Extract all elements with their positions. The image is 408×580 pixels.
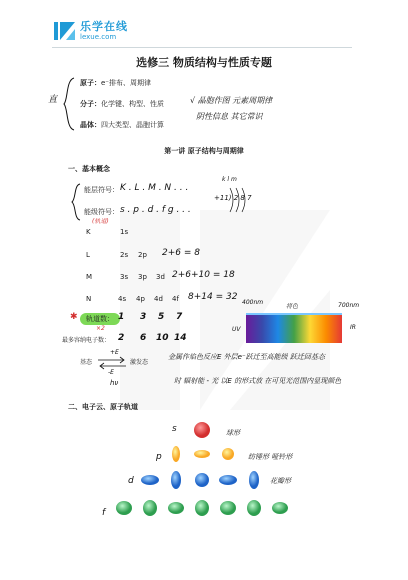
concept-bracket-icon: [70, 182, 82, 222]
note-d-petal: 花瓣形: [270, 477, 291, 485]
energy-layer-value: K . L . M . N . . .: [120, 183, 189, 193]
flame-test-note-line2: 时 辐射能 - 光 以E 的形式放 在可见光范围内显现颜色: [174, 377, 342, 385]
subshell-2s: 2s: [120, 251, 129, 259]
brand-domain: lexue.com: [80, 33, 117, 41]
max-electron-f: 14: [174, 333, 187, 343]
shell-l: L: [86, 251, 90, 259]
plus-e-label: +E: [110, 349, 119, 356]
lexue-logo-icon: [54, 20, 76, 42]
shell-arcs-icon: [214, 186, 250, 214]
header-divider: [52, 47, 352, 48]
outline-note-line1: √ 晶胞作图 元素周期律: [190, 96, 273, 105]
brand-name: 乐学在线: [80, 20, 128, 33]
subshell-3p: 3p: [138, 273, 147, 281]
spectrum-nm-right: 700nm: [338, 302, 360, 309]
transition-arrows-icon: [96, 356, 128, 370]
subshell-2p: 2p: [138, 251, 147, 259]
label-f: f: [102, 508, 106, 518]
max-electron-label: 最多容纳电子数：: [62, 337, 111, 344]
subshell-1s: 1s: [120, 228, 129, 236]
p-orbital-icons: [172, 446, 234, 462]
subshell-3d: 3d: [156, 273, 165, 281]
orbital-count-s: 1: [118, 312, 125, 322]
s-orbital-icon: [194, 422, 210, 438]
energy-layer-label: 能层符号：: [84, 186, 119, 194]
sum-m: 2+6+10 = 18: [172, 270, 235, 280]
subshell-3s: 3s: [120, 273, 129, 281]
spectrum-nm-left: 400nm: [242, 299, 264, 306]
max-electron-p: 6: [140, 333, 147, 343]
subshell-4p: 4p: [136, 295, 145, 303]
spectrum-top-label: 将色: [286, 303, 299, 310]
orbital-count-p: 3: [140, 312, 147, 322]
section2-heading: 二、电子云、原子轨道: [68, 403, 138, 411]
outline-note-line2: 阴性信息 其它常识: [196, 112, 263, 121]
spectrum-ir: IR: [350, 324, 356, 331]
minus-e-label: -E: [108, 369, 114, 376]
subshell-4f: 4f: [172, 295, 179, 303]
max-electron-d: 10: [156, 333, 169, 343]
d-orbital-icons: [141, 471, 259, 489]
note-p-dumbbell: 纺锤形 哑铃形: [248, 453, 293, 461]
brand-logo: [54, 20, 128, 42]
outline-item-molecule: 分子：化学键、构型、性质: [80, 100, 164, 108]
subshell-4d: 4d: [154, 295, 163, 303]
section1-heading: 一、基本概念: [68, 165, 110, 173]
sum-n: 8+14 = 32: [188, 292, 238, 302]
excited-state-label: 激发态: [130, 359, 149, 366]
outline-bracket-icon: [60, 76, 80, 132]
ground-state-label: 基态: [80, 359, 93, 366]
energy-level-value: s . p . d . f g . . .: [120, 205, 191, 215]
lecture-title: 第一讲 原子结构与周期律: [164, 147, 244, 155]
visible-spectrum-bar: [246, 315, 342, 343]
shell-m: M: [86, 273, 93, 281]
label-p: p: [156, 452, 162, 462]
photon-hv-label: hν: [110, 379, 119, 387]
label-d: d: [128, 476, 134, 486]
atomic-orbitals-diagram: [110, 418, 310, 528]
orbital-star-mark: ✱: [70, 312, 78, 322]
spectrum-uv: UV: [232, 326, 241, 333]
outline-item-atom: 原子：e⁻排布、周期律: [80, 79, 152, 87]
orbital-count-d: 5: [158, 312, 165, 322]
flame-test-note-line1: 金属作焰色反应E 外层e⁻跃迁至高能级 跃迁回基态: [168, 353, 325, 361]
label-s: s: [172, 424, 177, 434]
shell-k: K: [86, 228, 91, 236]
note-s-spherical: 球形: [226, 429, 240, 437]
outline-bracket-mark: 直: [48, 95, 58, 105]
shell-n: N: [86, 295, 92, 303]
page-title: 选修三 物质结构与性质专题: [136, 56, 272, 69]
outline-item-crystal: 晶体：四大类型、晶胞计算: [80, 121, 164, 129]
f-orbital-icons: [116, 500, 288, 516]
orbital-count-f: 7: [176, 312, 183, 322]
max-electron-s: 2: [118, 333, 125, 343]
klm-note: k l m: [222, 176, 237, 183]
orbital-count-label: 轨道数：: [80, 313, 120, 325]
atom-shell-sketch: +11) 2 8 7: [214, 194, 252, 202]
sum-l: 2+6 = 8: [162, 248, 200, 258]
energy-level-note: (轨道): [92, 218, 109, 225]
subshell-4s: 4s: [118, 295, 127, 303]
energy-level-label: 能级符号：: [84, 208, 119, 216]
orbital-times-two: ×2: [96, 325, 105, 332]
